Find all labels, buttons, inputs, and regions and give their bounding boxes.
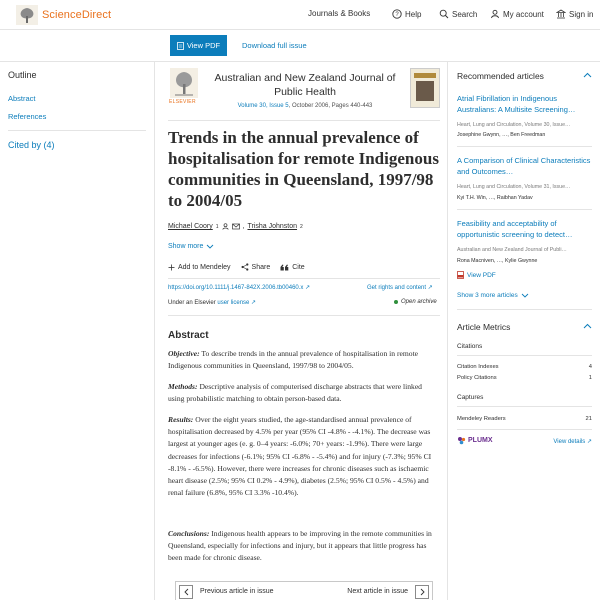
institution-icon xyxy=(556,9,566,19)
recommended-article-link[interactable]: Feasibility and acceptability of opportunistic screening to detect… xyxy=(457,219,573,239)
chevron-left-icon xyxy=(184,588,189,596)
divider xyxy=(8,130,146,131)
divider xyxy=(168,315,440,316)
recommended-article-link[interactable]: A Comparison of Clinical Characteristics and Outcomes… xyxy=(457,156,591,176)
next-article-link[interactable]: Next article in issue xyxy=(347,588,408,595)
open-archive-badge: Open archive xyxy=(394,299,437,305)
article-metrics-heading: Article Metrics xyxy=(457,322,511,332)
person-icon[interactable] xyxy=(222,223,229,230)
divider xyxy=(457,429,592,430)
outline-sidebar xyxy=(0,62,155,600)
recommended-article-link[interactable]: Atrial Fibrillation in Indigenous Australians: A Multisite Screening… xyxy=(457,94,576,114)
chevron-up-icon[interactable] xyxy=(583,322,592,331)
recommended-article-meta: Heart, Lung and Circulation, Volume 31, Issue… xyxy=(457,184,571,190)
cite-button[interactable]: Cite xyxy=(280,264,304,271)
volume-date-pages: , October 2006, Pages 440-443 xyxy=(288,103,373,109)
brand-name[interactable]: ScienceDirect xyxy=(42,9,112,21)
elsevier-tree-logo-icon[interactable] xyxy=(16,5,38,25)
plumx-logo[interactable]: PLUMX xyxy=(457,436,493,445)
pdf-icon xyxy=(177,42,184,50)
citations-label: Citations xyxy=(457,343,483,350)
author-list: Michael Coory 1 , Trisha Johnston 2 xyxy=(168,223,303,230)
journal-title-link[interactable]: Australian and New Zealand Journal of Public Health xyxy=(214,72,396,98)
volume-issue-link[interactable]: Volume 30, Issue 5 xyxy=(237,103,289,109)
user-license-link[interactable]: user license xyxy=(217,300,250,306)
author-link[interactable]: Michael Coory xyxy=(168,223,213,230)
cited-by-link[interactable]: Cited by (4) xyxy=(8,140,55,150)
envelope-icon[interactable] xyxy=(232,223,240,230)
get-rights-link[interactable]: Get rights and content ↗ xyxy=(367,285,433,291)
view-details-link[interactable]: View details ↗ xyxy=(553,439,592,445)
captures-label: Captures xyxy=(457,394,484,401)
article-pagination xyxy=(175,581,433,600)
abstract-methods: Methods: Descriptive analysis of computerised discharge abstracts that were linked using probabilistic matching to obtain person-based data. xyxy=(168,382,422,404)
metric-row: Mendeley Readers 21 xyxy=(457,416,592,422)
right-sidebar xyxy=(447,62,600,600)
pdf-icon xyxy=(457,271,464,279)
share-icon xyxy=(241,263,249,271)
author-affiliation: 2 xyxy=(300,223,303,230)
top-header xyxy=(0,0,600,30)
cover-band xyxy=(414,73,436,78)
search-link[interactable]: Search xyxy=(439,9,477,19)
chevron-up-icon[interactable] xyxy=(583,71,592,80)
metric-row: Citation Indexes 4 xyxy=(457,364,592,370)
download-full-issue-link[interactable]: Download full issue xyxy=(242,41,307,50)
divider xyxy=(168,120,440,121)
share-button[interactable]: Share xyxy=(241,263,271,271)
previous-article-button[interactable] xyxy=(179,585,193,599)
open-archive-dot-icon xyxy=(394,300,398,304)
chevron-right-icon xyxy=(420,588,425,596)
outline-title: Outline xyxy=(8,70,37,80)
previous-article-link[interactable]: Previous article in issue xyxy=(200,588,274,595)
author-link[interactable]: Trisha Johnston xyxy=(247,223,298,230)
outline-item-abstract[interactable]: Abstract xyxy=(8,94,36,103)
view-pdf-button[interactable]: View PDF xyxy=(170,35,227,56)
cover-picture xyxy=(416,81,434,101)
divider xyxy=(457,309,592,310)
abstract-results: Results: Over the eight years studied, the age-standardised annual prevalence of hospitalisation decreased by 4.5% per year (95% CI -4.8% - -4.1%). The decrease was largest at younger ages (e. g. 0–4 years: -6.0%; 70+ years: -1.9%). There were large decreases for infections (-6.1%; 95% CI -6.8% - -5.4%) and for injury (-7.3%; 95% CI -8.1% - -6.5%). However, there were increases for chronic diseases such as ischaemic heart disease (2.5%; 95% CI 0.2% - 4.9%), diabetes (2.5%; 95% CI 0.5% - 4.5%) and renal failure (6.8%, 95% CI 3.3% -10.4%). xyxy=(168,415,432,498)
article-toolbar xyxy=(0,30,600,62)
journals-books-link[interactable]: Journals & Books xyxy=(308,9,371,18)
divider xyxy=(457,146,592,147)
recommended-view-pdf-link[interactable]: View PDF xyxy=(457,271,496,279)
next-article-button[interactable] xyxy=(415,585,429,599)
recommended-article-meta: Heart, Lung and Circulation, Volume 30, Issue… xyxy=(457,122,571,128)
recommended-heading: Recommended articles xyxy=(457,71,544,81)
sign-in-link[interactable]: Sign in xyxy=(556,9,593,19)
my-account-link[interactable]: My account xyxy=(490,9,544,19)
plus-icon xyxy=(168,264,175,271)
quote-icon xyxy=(280,264,289,271)
help-circle-icon xyxy=(392,9,402,19)
divider xyxy=(168,278,440,279)
plumx-icon xyxy=(457,436,466,445)
chevron-down-icon xyxy=(521,293,529,298)
recommended-article-authors: Kyi T.H. Win, …, Raibhan Yadav xyxy=(457,195,533,201)
divider xyxy=(457,355,592,356)
recommended-article-authors: Rona Macniven, …, Kylie Gwynne xyxy=(457,258,538,264)
recommended-article-authors: Josephine Gwynn, …, Ben Freedman xyxy=(457,132,546,138)
outline-item-references[interactable]: References xyxy=(8,112,47,121)
help-link[interactable]: ? Help xyxy=(392,9,421,19)
recommended-article-meta: Australian and New Zealand Journal of Publi… xyxy=(457,247,567,253)
show-more-articles-button[interactable]: Show 3 more articles xyxy=(457,292,529,299)
user-icon xyxy=(490,9,500,19)
volume-info xyxy=(205,103,405,109)
search-icon xyxy=(439,9,449,19)
divider xyxy=(457,406,592,407)
article-title: Trends in the annual prevalence of hospitalisation for remote Indigenous communities in Queensland, 1997/98 to 2004/05 xyxy=(168,128,439,210)
journal-cover-image[interactable] xyxy=(410,68,440,108)
chevron-down-icon xyxy=(206,244,214,249)
svg-text:?: ? xyxy=(395,12,399,19)
abstract-objective: Objective: To describe trends in the annual prevalence of hospitalisation in remote Indigenous communities in Queensland, 1997/98 to 2004/05. xyxy=(168,349,419,371)
author-affiliation: 1 xyxy=(215,223,219,230)
show-more-button[interactable]: Show more xyxy=(168,243,214,250)
article-actions xyxy=(168,263,305,271)
abstract-heading: Abstract xyxy=(168,330,209,341)
add-to-mendeley-button[interactable]: Add to Mendeley xyxy=(168,264,231,271)
metric-row: Policy Citations 1 xyxy=(457,375,592,381)
elsevier-wordmark: ELSEVIER xyxy=(169,99,196,105)
divider xyxy=(457,209,592,210)
doi-link[interactable]: https://doi.org/10.1111/j.1467-842X.2006.tb00460.x ↗ xyxy=(168,285,311,291)
abstract-conclusions: Conclusions: Indigenous health appears to be improving in the remote communities in Queensland, especially for infections and injury, but it appears that little progress has been made for chronic disease. xyxy=(168,529,432,563)
license-info: Under an Elsevier user license ↗ xyxy=(168,300,257,306)
